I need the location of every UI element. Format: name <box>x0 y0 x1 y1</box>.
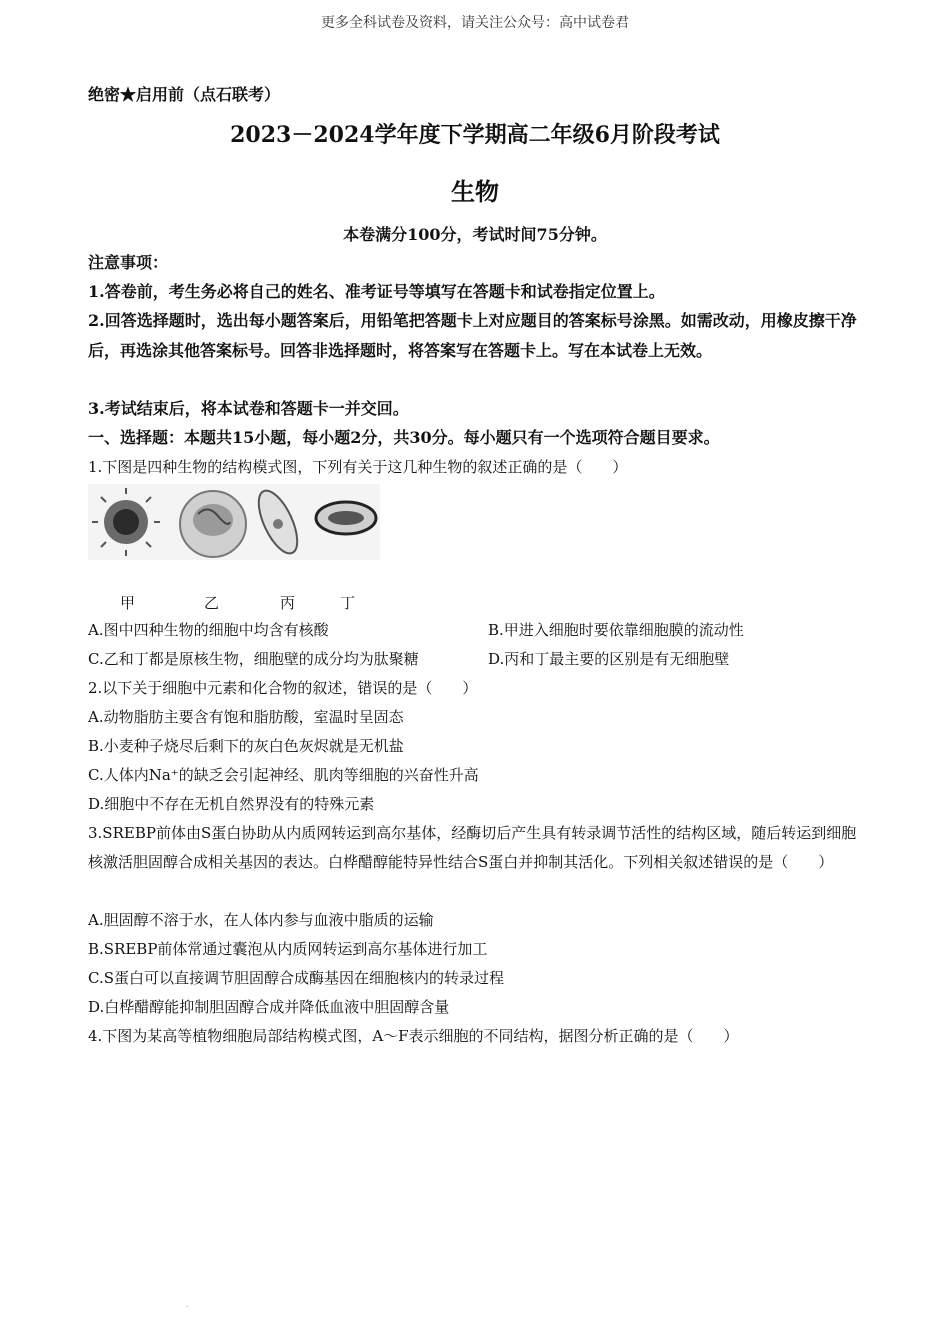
q2-option-a: A.动物脂肪主要含有饱和脂肪酸，室温时呈固态 <box>88 708 404 726</box>
score-line: 本卷满分100分，考试时间75分钟。 <box>343 225 607 244</box>
q3-option-c: C.S蛋白可以直接调节胆固醇合成酶基因在细胞核内的转录过程 <box>88 969 504 987</box>
bacterium-illustration <box>316 502 376 534</box>
virus-illustration <box>92 488 160 556</box>
q2-option-c: C.人体内Na⁺的缺乏会引起神经、肌肉等细胞的兴奋性升高 <box>88 766 479 784</box>
notice-heading: 注意事项： <box>88 253 169 272</box>
q2-stem: 2.以下关于细胞中元素和化合物的叙述，错误的是（ ） <box>88 679 478 697</box>
q3-option-a: A.胆固醇不溶于水，在人体内参与血液中脂质的运输 <box>88 911 434 929</box>
subject-title: 生物 <box>451 177 499 206</box>
q1-option-b: B.甲进入细胞时要依靠细胞膜的流动性 <box>488 621 744 639</box>
q2-option-b: B.小麦种子烧尽后剩下的灰白色灰烬就是无机盐 <box>88 737 404 755</box>
page-mark: . <box>186 1300 189 1309</box>
section-heading: 一、选择题：本题共15小题，每小题2分，共30分。每小题只有一个选项符合题目要求。 <box>88 428 720 447</box>
exam-title: 2023－2024学年度下学期高二年级6月阶段考试 <box>230 122 720 148</box>
q1-option-d: D.丙和丁最主要的区别是有无细胞壁 <box>488 650 730 668</box>
q3-option-b: B.SREBP前体常通过囊泡从内质网转运到高尔基体进行加工 <box>88 940 488 958</box>
notice-item-2: 2.回答选择题时，选出每小题答案后，用铅笔把答题卡上对应题目的答案标号涂黑。如需改动，用橡皮擦干净后，再选涂其他答案标号。回答非选择题时，将答案写在答题卡上。写在本试卷上无效。 <box>88 311 857 360</box>
figure-label-yi: 乙 <box>204 594 220 612</box>
notice-item-1: 1.答卷前，考生务必将自己的姓名、准考证号等填写在答题卡和试卷指定位置上。 <box>88 282 665 301</box>
q1-figure <box>88 484 380 560</box>
q1-stem: 1.下图是四种生物的结构模式图，下列有关于这几种生物的叙述正确的是（ ） <box>88 458 628 476</box>
q4-stem: 4.下图为某高等植物细胞局部结构模式图，A～F表示细胞的不同结构，据图分析正确的是（ ） <box>88 1027 739 1045</box>
q1-option-a: A.图中四种生物的细胞中均含有核酸 <box>88 621 329 639</box>
figure-label-ding: 丁 <box>340 594 356 612</box>
protist-illustration <box>251 485 305 558</box>
cell-illustration <box>180 491 246 557</box>
q3-option-d: D.白桦醋醇能抑制胆固醇合成并降低血液中胆固醇含量 <box>88 998 450 1016</box>
q2-option-d: D.细胞中不存在无机自然界没有的特殊元素 <box>88 795 375 813</box>
q1-option-c: C.乙和丁都是原核生物，细胞壁的成分均为肽聚糖 <box>88 650 419 668</box>
q3-stem: 3.SREBP前体由S蛋白协助从内质网转运到高尔基体，经酶切后产生具有转录调节活性的结构区域，随后转运到细胞核激活胆固醇合成相关基因的表达。白桦醋醇能特异性结合S蛋白并抑制其活化。下列相关叙述错误的是（ ） <box>88 824 857 871</box>
figure-label-jia: 甲 <box>120 594 136 612</box>
page-header: 更多全科试卷及资料，请关注公众号：高中试卷君 <box>321 15 629 31</box>
confidential-mark: 绝密★启用前（点石联考） <box>88 85 281 104</box>
notice-item-3: 3.考试结束后，将本试卷和答题卡一并交回。 <box>88 399 409 418</box>
figure-label-bing: 丙 <box>280 594 296 612</box>
